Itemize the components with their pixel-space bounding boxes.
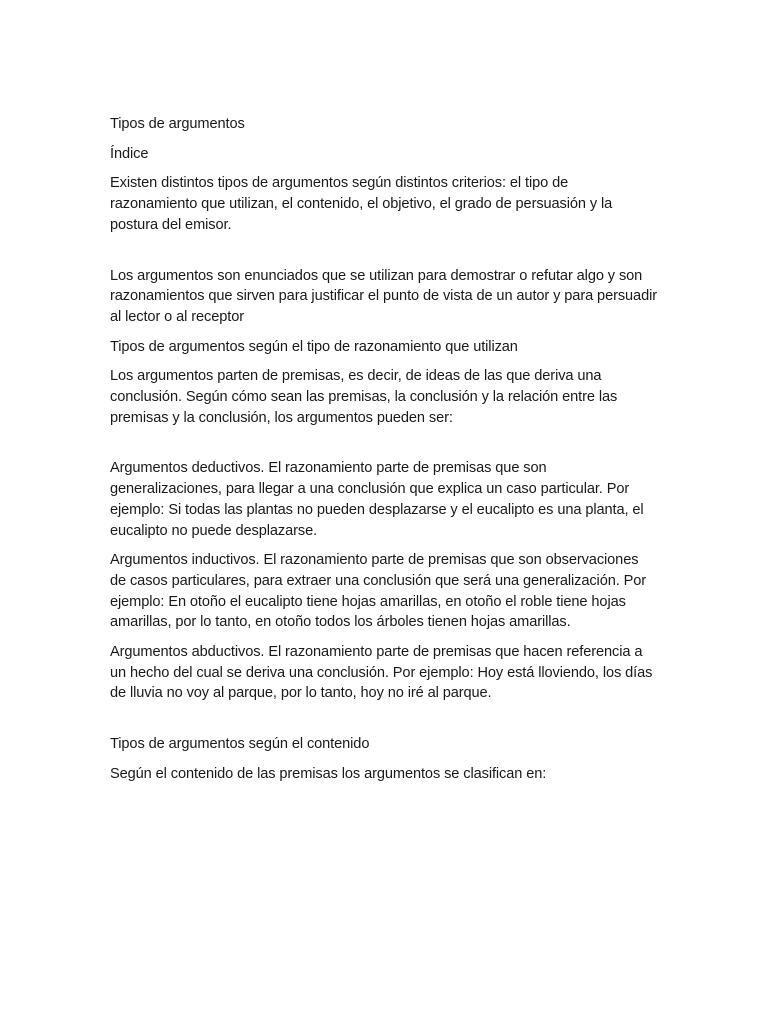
- abductive-paragraph: Argumentos abductivos. El razonamiento parte de premisas que hacen referencia a un hecho del cual se deriva una conclusión. Por ejemplo: Hoy está lloviendo, los días de lluvia no voy al parque, por lo tanto, hoy no iré al parque.: [110, 644, 653, 702]
- deductive-paragraph: Argumentos deductivos. El razonamiento parte de premisas que son generalizaciones, para llegar a una conclusión que explica un caso particular. Por ejemplo: Si todas las plantas no pueden desplazarse y el eucalipto es una planta, el eucalipto no puede desplazarse.: [110, 460, 644, 539]
- paragraph-gap: [110, 245, 658, 266]
- reasoning-intro-paragraph: Los argumentos parten de premisas, es decir, de ideas de las que deriva una conclusión. Según cómo sean las premisas, la conclusión y la relación entre las premisas y la conclusión, los argumentos pueden ser:: [110, 368, 618, 426]
- content-intro-paragraph: Según el contenido de las premisas los argumentos se clasifican en:: [110, 765, 547, 782]
- index-link: Índice: [110, 145, 149, 162]
- section-heading-content: Tipos de argumentos según el contenido: [110, 736, 370, 753]
- definition-paragraph: Los argumentos son enunciados que se utilizan para demostrar o refutar algo y son razonamientos que sirven para justificar el punto de vista de un autor y para persuadir al lector o al receptor: [110, 267, 657, 325]
- inductive-paragraph: Argumentos inductivos. El razonamiento parte de premisas que son observaciones de casos particulares, para extraer una conclusión que será una generalización. Por ejemplo: En otoño el eucalipto tiene hojas amarillas, en otoño el roble tiene hojas amarillas, por lo tanto, en otoño todos los árboles tienen hojas amarillas.: [110, 552, 647, 631]
- paragraph-gap: [110, 713, 658, 734]
- document-body: [110, 114, 658, 794]
- section-heading-reasoning: Tipos de argumentos según el tipo de razonamiento que utilizan: [110, 338, 518, 355]
- document-title: Tipos de argumentos: [110, 116, 245, 132]
- intro-paragraph: Existen distintos tipos de argumentos según distintos criterios: el tipo de razonamiento que utilizan, el contenido, el objetivo, el grado de persuasión y la postura del emisor.: [110, 175, 613, 233]
- paragraph-gap: [110, 437, 658, 458]
